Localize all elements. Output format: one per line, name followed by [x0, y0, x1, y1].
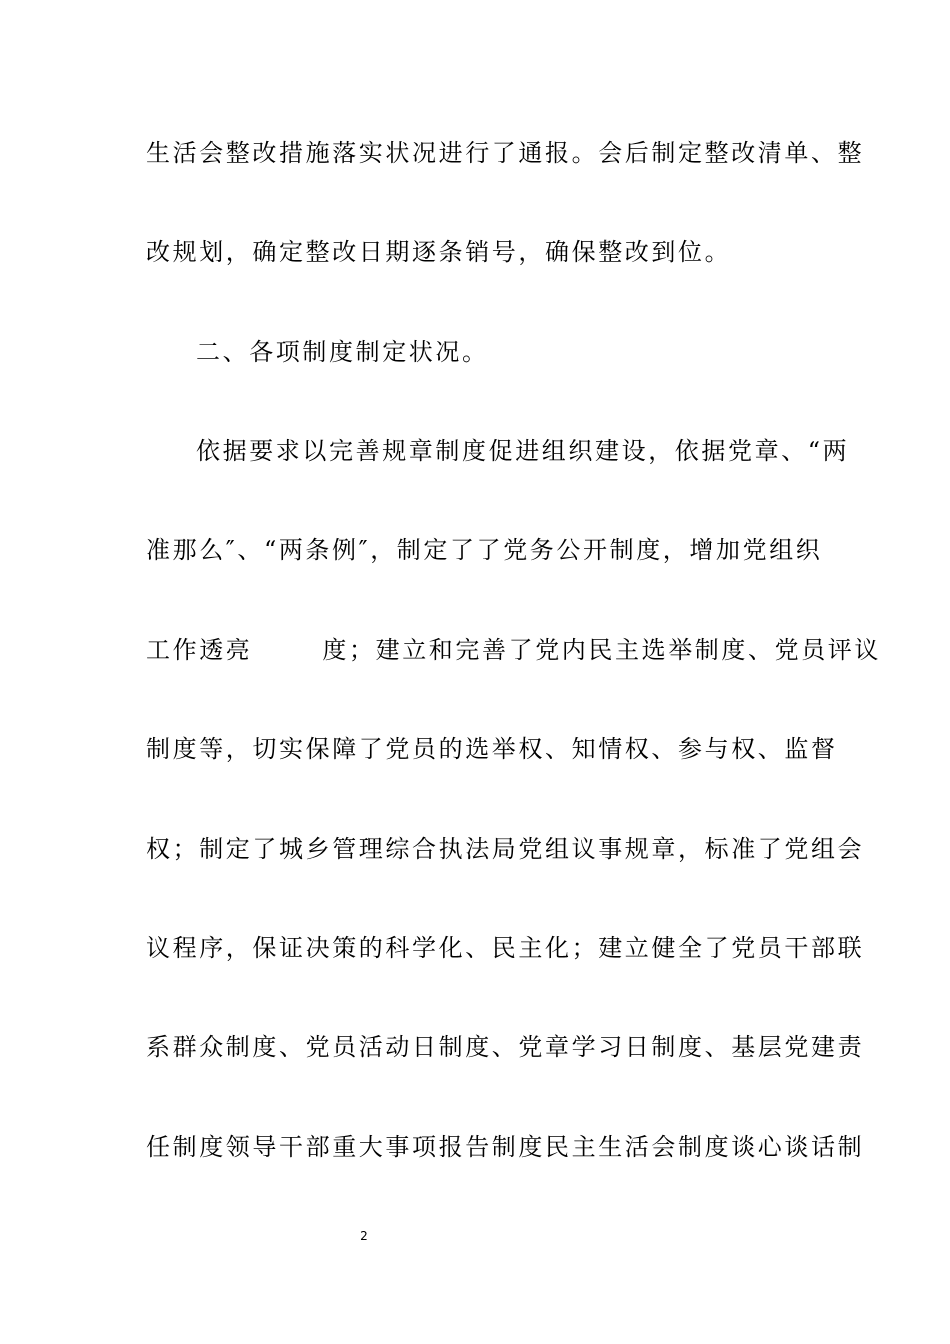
section-heading: 二、各项制度制定状况。	[196, 338, 489, 366]
page-number: 2	[360, 1229, 368, 1243]
body-text-line: 任制度领导干部重大事项报告制度民主生活会制度谈心谈话制	[146, 1133, 865, 1161]
body-text-line: 权；制定了城乡管理综合执法局党组议事规章，标准了党组会	[146, 835, 865, 863]
body-text-line: 议程序，保证决策的科学化、民主化；建立健全了党员干部联	[146, 934, 865, 962]
body-text-line: 生活会整改措施落实状况进行了通报。会后制定整改清单、整	[146, 139, 865, 167]
body-text-line: 改规划，确定整改日期逐条销号，确保整改到位。	[146, 238, 732, 266]
text-fragment: 工作透亮	[146, 636, 253, 664]
body-text-line: 准那么″、“两条例″，制定了了党务公开制度，增加党组织	[146, 536, 823, 564]
body-text-line: 依据要求以完善规章制度促进组织建设，依据党章、“两	[196, 437, 850, 465]
body-text-line: 系群众制度、党员活动日制度、党章学习日制度、基层党建责	[146, 1033, 865, 1061]
body-text-line	[146, 630, 882, 670]
text-fragment: 度；建立和完善了党内民主选举制度、党员评议	[322, 636, 882, 664]
body-text-line: 制度等，切实保障了党员的选举权、知情权、参与权、监督	[146, 735, 838, 763]
